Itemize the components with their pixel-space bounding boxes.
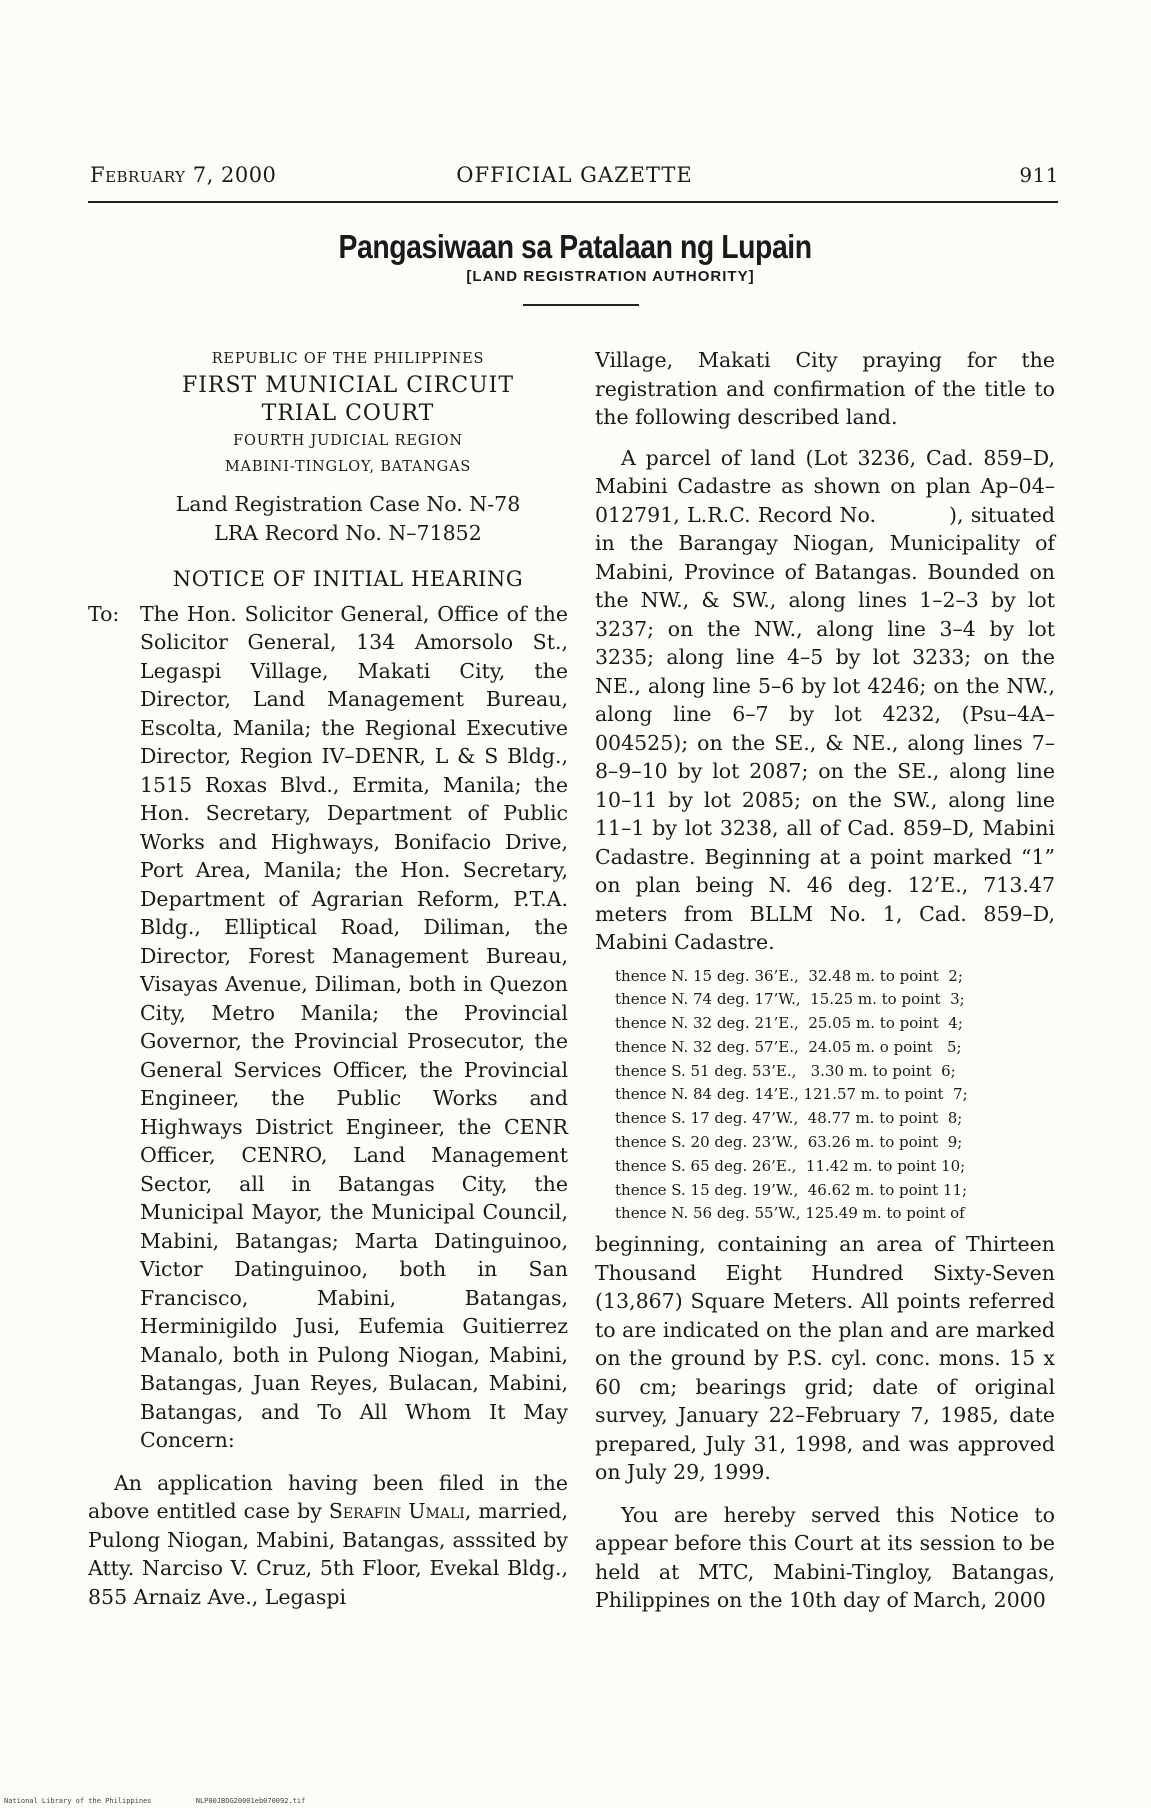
application-paragraph — [88, 1469, 568, 1612]
court-place: MABINI-TINGLOY, BATANGAS — [224, 459, 472, 475]
bearing-line: thence N. 56 deg. 55’W., 125.49 m. to point of — [615, 1204, 965, 1223]
scan-footer — [4, 1797, 305, 1805]
bearing-line: thence S. 65 deg. 26’E., 11.42 m. to point 10; — [615, 1156, 966, 1175]
court-name-line1: FIRST MUNICIAL CIRCUIT — [181, 373, 515, 398]
agency-title: Pangasiwaan sa Patalaan ng Lupain — [338, 228, 813, 265]
republic-line: REPUBLIC OF THE PHILIPPINES — [211, 351, 485, 367]
application-text-start: An application having been filed in the above entitled case by — [88, 1470, 568, 1523]
page-number: 911 — [1019, 163, 1059, 187]
bearing-line: thence S. 51 deg. 53’E., 3.30 m. to point 6; — [615, 1061, 956, 1080]
left-column — [88, 346, 568, 1611]
agency-heading — [0, 228, 1151, 285]
issue-date: February 7, 2000 — [90, 163, 277, 187]
scan-filename: NLP00JBOG20001eb070092.tif — [195, 1797, 306, 1805]
running-header — [90, 163, 1059, 193]
area-paragraph: beginning, containing an area of Thirteen Thousand Eight Hundred Sixty-Seven (13,867) Square Meters. All points referred to are indicated on the plan and are marked on the ground by P.S. cyl. conc. mons. 15 x 60 cm; bearings grid; date of original survey, January 22–February 7, 1985, date prepared, July 31, 1998, and was approved on July 29, 1999. — [595, 1232, 1055, 1485]
to-label: To: — [88, 601, 120, 626]
agency-rule — [523, 304, 639, 306]
bearing-line: thence N. 74 deg. 17’W., 15.25 m. to point 3; — [615, 990, 965, 1009]
addressees — [88, 600, 568, 1455]
court-name-line2: TRIAL COURT — [261, 401, 435, 426]
judicial-region: FOURTH JUDICIAL REGION — [233, 433, 463, 449]
served-paragraph: You are hereby served this Notice to appear before this Court at its session to be held at MTC, Mabini-Tingloy, Batangas, Philippines on the 10th day of March, 2000 — [595, 1502, 1055, 1613]
parcel-description: A parcel of land (Lot 3236, Cad. 859–D, Mabini Cadastre as shown on plan Ap–04–012791, L.R.C. Record No. ), situated in the Barangay Niogan, Municipality of Mabini, Province of Batangas. Bounded on the NW., & SW., along lines 1–2–3 by lot 3237; on the NW., along line 3–4 by lot 3235; along line 4–5 by lot 3233; on the NE., along line 5–6 by lot 4246; on the NW., along line 6–7 by lot 4232, (Psu–4A–004525); on the SE., & NE., along lines 7–8–9–10 by lot 2087; on the SE., along line 10–11 by lot 2085; on the SW., along line 11–1 by lot 3238, all of Cad. 859–D, Mabini Cadastre. Beginning at a point marked “1” on plan being N. 46 deg. 12’E., 713.47 meters from BLLM No. 1, Cad. 859–D, Mabini Cadastre. — [595, 445, 1055, 954]
application-text-end: , married, Pulong Niogan, Mabini, Batangas, asssited by Atty. Narciso V. Cruz, 5th Floor, Evekal Bldg., 855 Arnaiz Ave., Legaspi — [88, 1499, 568, 1609]
bearing-line: thence S. 17 deg. 47’W., 48.77 m. to point 8; — [615, 1109, 963, 1128]
lra-record: LRA Record No. N–71852 — [214, 520, 482, 545]
library-credit: National Library of the Philippines — [4, 1797, 152, 1805]
application-continued: Village, Makati City praying for the registration and confirmation of the title to the following described land. — [595, 348, 1055, 429]
bearing-line: thence N. 32 deg. 57’E., 24.05 m. o point 5; — [615, 1037, 962, 1056]
bearing-line: thence N. 84 deg. 14’E., 121.57 m. to point 7; — [615, 1085, 968, 1104]
bearing-line: thence N. 32 deg. 21’E., 25.05 m. to point 4; — [615, 1014, 963, 1033]
header-rule — [88, 201, 1058, 203]
agency-subtitle: [LAND REGISTRATION AUTHORITY] — [466, 268, 755, 285]
bearing-line: thence N. 15 deg. 36’E., 32.48 m. to point 2; — [615, 966, 963, 985]
case-number: Land Registration Case No. N-78 — [175, 492, 521, 516]
addressee-list: The Hon. Solicitor General, Office of the Solicitor General, 134 Amorsolo St., Legaspi Village, Makati City, the Director, Land Management Bureau, Escolta, Manila; the Regional Executive Director, Region IV–DENR, L & S Bldg., 1515 Roxas Blvd., Ermita, Manila; the Hon. Secretary, Department of Public Works and Highways, Bonifacio Drive, Port Area, Manila; the Hon. Secretary, Department of Agrarian Reform, P.T.A. Bldg., Elliptical Road, Diliman, the Director, Forest Management Bureau, Visayas Avenue, Diliman, both in Quezon City, Metro Manila; the Provincial Governor, the Provincial Prosecutor, the General Services Officer, the Provincial Engineer, the Public Works and Highways District Engineer, the CENR Officer, CENRO, Land Management Sector, all in Batangas City, the Municipal Mayor, the Municipal Council, Mabini, Batangas; Marta Datinguinoo, Victor Datinguinoo, both in San Francisco, Mabini, Batangas, Herminigildo Jusi, Eufemia Guitierrez Manalo, both in Pulong Niogan, Mabini, Batangas, Juan Reyes, Bulacan, Mabini, Batangas, and To All Whom It May Concern: — [140, 601, 568, 1452]
publication-title: OFFICIAL GAZETTE — [456, 163, 693, 187]
bearings-list — [595, 965, 1055, 1227]
applicant-name: Serafin Umali — [328, 1499, 465, 1523]
notice-heading: NOTICE OF INITIAL HEARING — [172, 567, 524, 591]
bearing-line: thence S. 20 deg. 23’W., 63.26 m. to point 9; — [615, 1133, 963, 1152]
bearing-line: thence S. 15 deg. 19’W., 46.62 m. to point 11; — [615, 1180, 968, 1199]
right-column — [595, 346, 1055, 1615]
